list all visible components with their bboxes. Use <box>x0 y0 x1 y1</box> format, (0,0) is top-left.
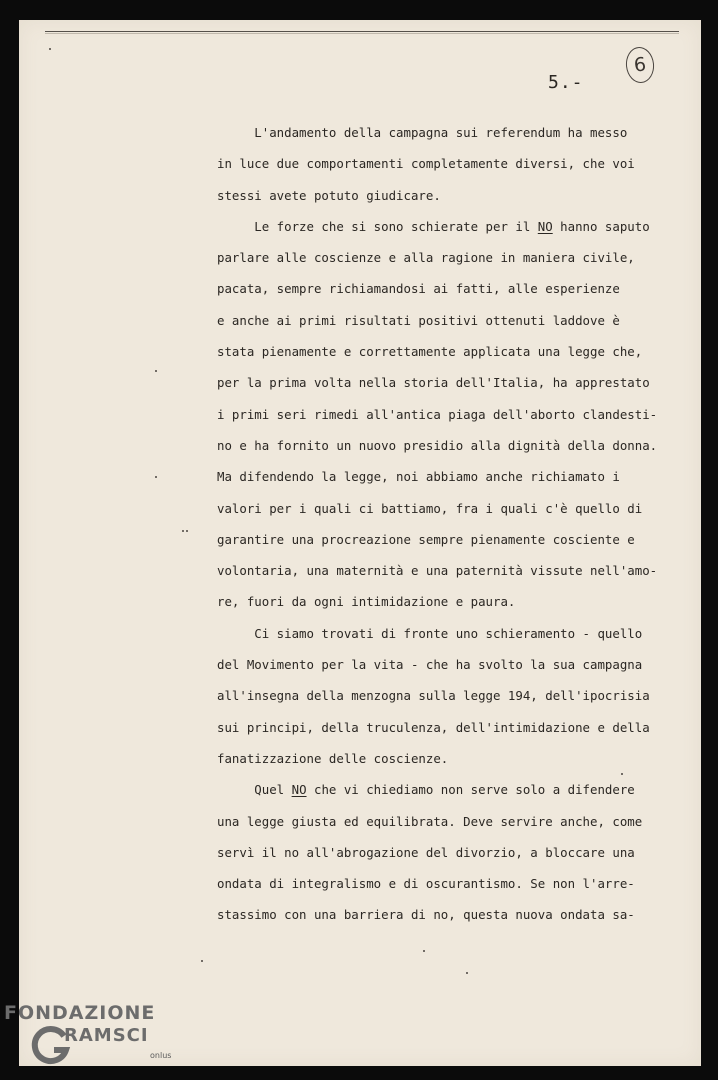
text-segment: per la prima volta nella storia dell'Italia, ha apprestato <box>217 375 650 391</box>
underlined-word: NO <box>537 218 553 234</box>
text-line <box>217 649 643 680</box>
scan-speck <box>155 370 157 372</box>
document-body <box>217 117 658 931</box>
archive-page-stamp: 6 <box>624 46 656 85</box>
scan-speck <box>49 48 51 50</box>
text-line <box>217 367 650 398</box>
text-segment: Ci siamo trovati di fronte uno schieramento - quello <box>217 625 643 641</box>
text-segment: e anche ai primi risultati positivi ottenuti laddove è <box>217 312 620 328</box>
text-segment: i primi seri rimedi all'antica piaga dell'aborto clandesti- <box>217 406 658 422</box>
text-line <box>217 305 627 336</box>
text-line <box>217 774 635 805</box>
watermark-line2: RAMSCI <box>64 1025 149 1046</box>
scan-speck <box>182 530 184 532</box>
paragraph <box>217 117 635 211</box>
text-segment: garantire una procreazione sempre pienamente cosciente e <box>217 531 635 547</box>
text-segment: stata pienamente e correttamente applicata una legge che, <box>217 344 643 360</box>
text-line <box>217 899 635 930</box>
text-line <box>217 461 627 492</box>
text-line <box>217 743 627 774</box>
text-segment: pacata, sempre richiamandosi ai fatti, alle esperienze <box>217 281 620 297</box>
text-segment: che vi chiediamo non serve solo a difendere <box>306 782 635 798</box>
text-segment: stessi avete potuto giudicare. <box>217 187 441 203</box>
watermark-line1: FONDAZIONE <box>4 1002 156 1024</box>
scan-speck <box>186 530 188 532</box>
text-line <box>217 211 650 242</box>
text-line <box>217 618 643 649</box>
text-line <box>217 837 635 868</box>
text-line <box>217 430 658 461</box>
text-line <box>217 868 635 899</box>
paragraph <box>217 618 650 774</box>
text-segment: L'andamento della campagna sui referendum ha messo <box>217 125 628 140</box>
text-line <box>217 680 650 711</box>
text-line <box>217 524 635 555</box>
text-segment: Quel <box>217 782 292 798</box>
scan-speck <box>466 972 468 974</box>
text-segment: ondata di integralismo e di oscurantismo. Se non l'arre- <box>217 876 635 892</box>
text-line <box>217 180 627 211</box>
text-segment: valori per i quali ci battiamo, fra i quali c'è quello di <box>217 500 643 516</box>
underlined-word: NO <box>291 782 307 798</box>
text-line <box>217 148 635 179</box>
text-line <box>217 242 635 273</box>
text-segment: sui principi, della truculenza, dell'intimidazione e della <box>217 719 650 735</box>
text-line <box>217 399 658 430</box>
text-segment: del Movimento per la vita - che ha svolto la sua campagna <box>217 657 643 673</box>
text-segment: fanatizzazione delle coscienze. <box>217 750 449 766</box>
text-segment: all'insegna della menzogna sulla legge 194, dell'ipocrisia <box>217 688 650 704</box>
text-segment: volontaria, una maternità e una paternità vissute nell'amo- <box>217 563 658 579</box>
scan-speck <box>201 960 203 962</box>
top-rule <box>45 31 679 32</box>
text-segment: servì il no all'abrogazione del divorzio, a bloccare una <box>217 844 635 860</box>
text-line <box>217 336 643 367</box>
fondazione-gramsci-watermark <box>4 1002 179 1076</box>
page-number: 5.- <box>548 72 584 93</box>
text-line <box>217 806 643 837</box>
text-line <box>217 273 627 304</box>
text-line <box>217 555 658 586</box>
watermark-suffix: onlus <box>150 1051 172 1060</box>
scan-speck <box>621 773 623 775</box>
text-line <box>217 712 650 743</box>
text-segment: no e ha fornito un nuovo presidio alla dignità della donna. <box>217 437 658 453</box>
top-rule-shadow <box>45 33 679 34</box>
typewritten-page <box>19 20 701 1066</box>
text-segment: una legge giusta ed equilibrata. Deve servire anche, come <box>217 813 643 829</box>
paragraph <box>217 774 643 930</box>
text-segment: in luce due comportamenti completamente diversi, che voi <box>217 156 635 172</box>
scan-speck <box>155 476 157 478</box>
text-line <box>217 586 627 617</box>
text-line <box>217 493 643 524</box>
text-segment: Le forze che si sono schierate per il <box>217 218 538 234</box>
text-line <box>217 117 627 148</box>
text-segment: stassimo con una barriera di no, questa nuova ondata sa- <box>217 907 635 923</box>
text-segment: Ma difendendo la legge, noi abbiamo anche richiamato i <box>217 469 620 485</box>
text-segment: parlare alle coscienze e alla ragione in maniera civile, <box>217 250 635 266</box>
text-segment: hanno saputo <box>552 218 650 234</box>
text-segment: re, fuori da ogni intimidazione e paura. <box>217 594 516 610</box>
scan-speck <box>423 950 425 952</box>
paragraph <box>217 211 658 618</box>
